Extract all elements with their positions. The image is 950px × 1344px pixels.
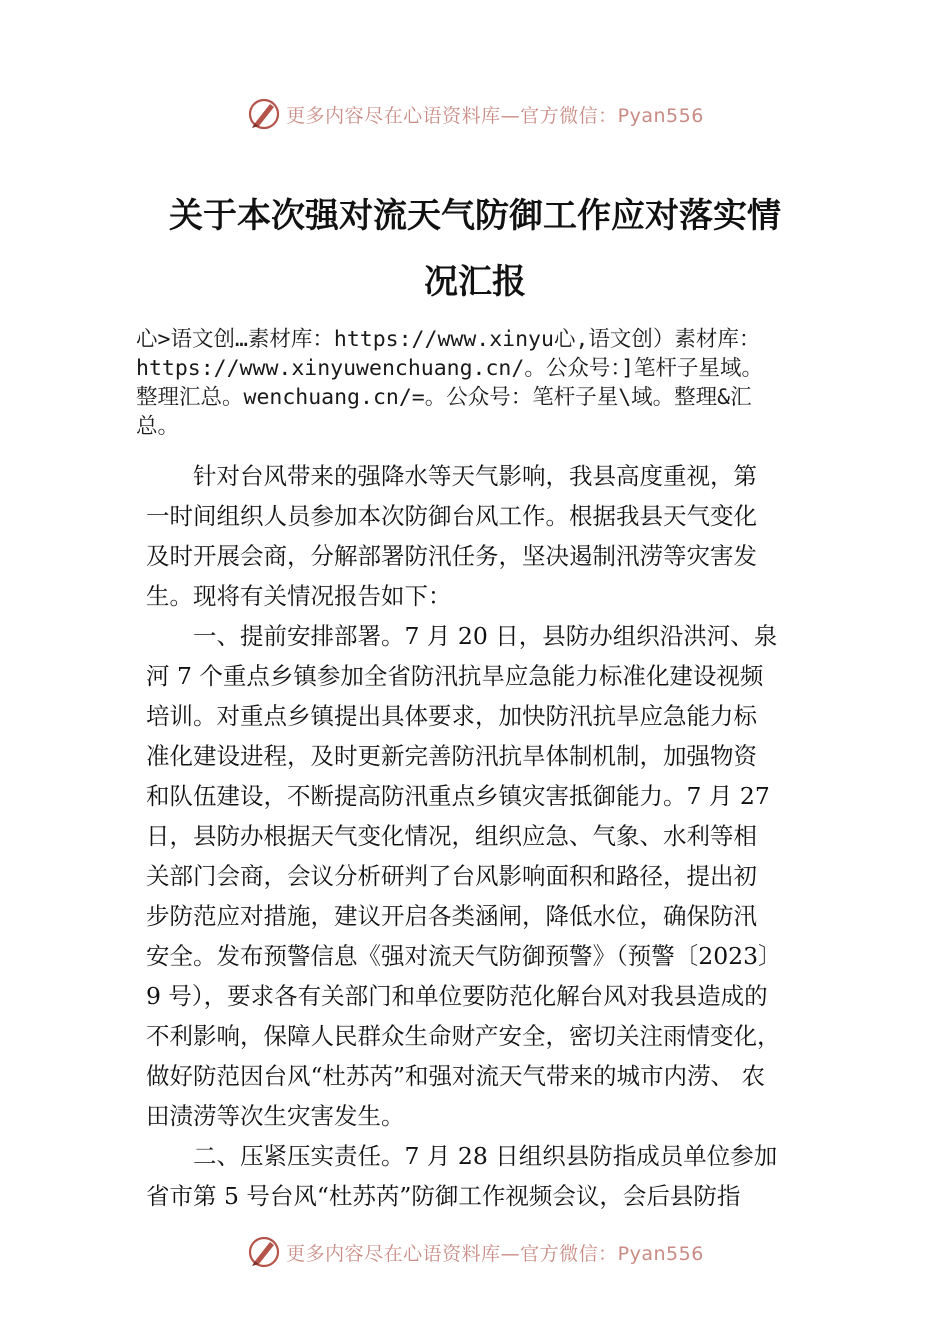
body-line: 省市第 5 号台风“杜苏芮”防御工作视频会议，会后县防指 bbox=[146, 1182, 741, 1210]
body-line: 河 7 个重点乡镇参加全省防汛抗旱应急能力标准化建设视频 bbox=[146, 662, 764, 690]
body-line: 和队伍建设，不断提高防汛重点乡镇灾害抵御能力。7 月 27 bbox=[146, 782, 770, 810]
source-note-line: 整理汇总。wenchuang.cn/=。公众号：笔杆子星\域。整理&汇 bbox=[136, 385, 752, 410]
body-line: 田渍涝等次生灾害发生。 bbox=[146, 1102, 405, 1130]
document-title-line-2: 况汇报 bbox=[424, 262, 526, 302]
body-line: 一、提前安排部署。7 月 20 日，县防办组织沿洪河、泉 bbox=[146, 622, 778, 650]
body-line: 针对台风带来的强降水等天气影响，我县高度重视，第 bbox=[146, 462, 757, 490]
body-line: 日，县防办根据天气变化情况，组织应急、气象、水利等相 bbox=[146, 822, 757, 850]
body-line: 准化建设进程，及时更新完善防汛抗旱体制机制，加强物资 bbox=[146, 742, 757, 770]
banner-text: 更多内容尽在心语资料库—官方微信：Pyan556 bbox=[286, 1242, 704, 1265]
body-line: 不利影响，保障人民群众生命财产安全，密切关注雨情变化， bbox=[146, 1022, 781, 1050]
footer-banner bbox=[0, 1232, 950, 1272]
pen-seal-icon bbox=[246, 1234, 282, 1270]
header-banner bbox=[0, 94, 950, 134]
body-line: 步防范应对措施，建议开启各类涵闸，降低水位，确保防汛 bbox=[146, 902, 757, 930]
body-line: 安全。发布预警信息《强对流天气防御预警》（预警〔2023〕 bbox=[146, 942, 782, 970]
document-title-line-1: 关于本次强对流天气防御工作应对落实情 bbox=[169, 196, 781, 236]
body-line: 关部门会商，会议分析研判了台风影响面积和路径，提出初 bbox=[146, 862, 757, 890]
pen-seal-icon bbox=[246, 96, 282, 132]
body-line: 及时开展会商，分解部署防汛任务，坚决遏制汛涝等灾害发 bbox=[146, 542, 757, 570]
body-line: 生。现将有关情况报告如下： bbox=[146, 582, 452, 610]
body-line: 做好防范因台风“杜苏芮”和强对流天气带来的城市内涝、 农 bbox=[146, 1062, 765, 1090]
body-line: 培训。对重点乡镇提出具体要求，加快防汛抗旱应急能力标 bbox=[146, 702, 757, 730]
body-line: 一时间组织人员参加本次防御台风工作。根据我县天气变化 bbox=[146, 502, 757, 530]
source-note-line: 总。 bbox=[136, 414, 180, 439]
body-line: 二、压紧压实责任。7 月 28 日组织县防指成员单位参加 bbox=[146, 1142, 778, 1170]
body-line: 9 号），要求各有关部门和单位要防范化解台风对我县造成的 bbox=[146, 982, 768, 1010]
source-note-line: 心>语文创…素材库：https://www.xinyu心,语文创）素材库： bbox=[136, 327, 761, 352]
banner-text: 更多内容尽在心语资料库—官方微信：Pyan556 bbox=[286, 104, 704, 127]
source-note-line: https://www.xinyuwenchuang.cn/。公众号：]笔杆子星域。 bbox=[136, 356, 764, 381]
